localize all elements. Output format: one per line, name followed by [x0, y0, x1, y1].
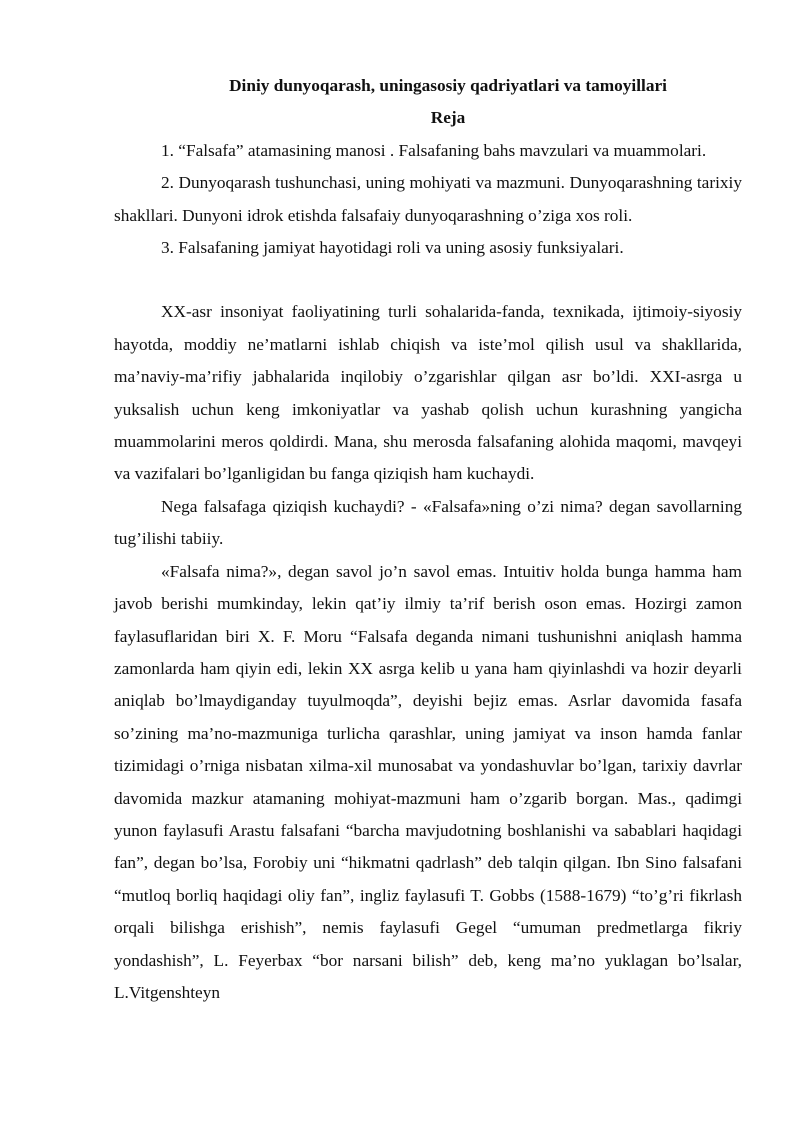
plan-heading: Reja [430, 108, 466, 128]
document-title: Diniy dunyoqarash, uningasosiy qadriyatlari va tamoyillari [229, 76, 667, 95]
body-paragraph: «Falsafa nima?», degan savol jo’n savol emas. Intuitiv holda bunga hamma ham javob berishi mumkinday, lekin qat’iy ilmiy ta’rif berish oson emas. Hozirgi zamon faylasuflaridan biri X. F. Moru “Falsafa deganda nimani tushunishni aniqlash hamma zamonlarda ham qiyin edi, lekin XX asrga kelib u yana ham qiyinlashdi va hozir deyarli aniqlab bo’lmaydiganday tuyulmoqda”, deyishi bejiz emas. Asrlar davomida fasafa so’zining ma’no-mazmuniga turlicha qarashlar, uning jamiyat va inson hamda fanlar tizimidagi o’rniga nisbatan xilma-xil munosabat va yondashuvlar bo’lgan, tarixiy davrlar davomida mazkur atamaning mohiyat-mazmuni ham o’zgarib borgan. Mas., qadimgi yunon faylasufi Arastu falsafani “barcha mavjudotning boshlanishi va sabablari haqidagi fan”, degan bo’lsa, Forobiy uni “hikmatni qadrlash” deb talqin qilgan. Ibn Sino falsafani “mutloq borliq haqidagi oliy fan”, ingliz faylasufi T. Gobbs (1588-1679) “to’g’ri fikrlash orqali bilishga erishish”, nemis faylasufi Gegel “umuman predmetlarga fikriy yondashish”, L. Feyerbax “bor narsani bilish” deb, keng ma’no yuklagan bo’lsalar, L.Vitgenshteyn [114, 561, 742, 1002]
body-paragraph: XX-asr insoniyat faoliyatining turli sohalarida-fanda, texnikada, ijtimoiy-siyosiy hayotda, moddiy ne’matlarni ishlab chiqish va iste’mol qilish usul va shakllarida, ma’naviy-ma’rifiy jabhalarida inqilobiy o’zgarishlar qilgan asr bo’ldi. XXI-asrga u yuksalish uchun keng imkoniyatlar va yashab qolish uchun kurashning yangicha muammolarini meros qoldirdi. Mana, shu merosda falsafaning alohida maqomi, mavqeyi va vazifalari bo’lganligidan bu fanga qiziqish ham kuchaydi. [114, 302, 742, 484]
body-paragraph: Nega falsafaga qiziqish kuchaydi? - «Falsafa»ning o’zi nima? degan savollarning tug’ilishi tabiiy. [114, 496, 742, 549]
document-page [114, 70, 742, 1009]
section-spacer [114, 264, 742, 296]
plan-item-2: 2. Dunyoqarash tushunchasi, uning mohiyati va mazmuni. Dunyoqarashning tarixiy shakllari. Dunyoni idrok etishda falsafaiy dunyoqarashning o’ziga xos roli. [114, 173, 742, 225]
plan-item-3: 3. Falsafaning jamiyat hayotidagi roli va uning asosiy funksiyalari. [161, 238, 624, 258]
plan-item-1: 1. “Falsafa” atamasining manosi . Falsafaning bahs mavzulari va muammolari. [161, 140, 707, 160]
